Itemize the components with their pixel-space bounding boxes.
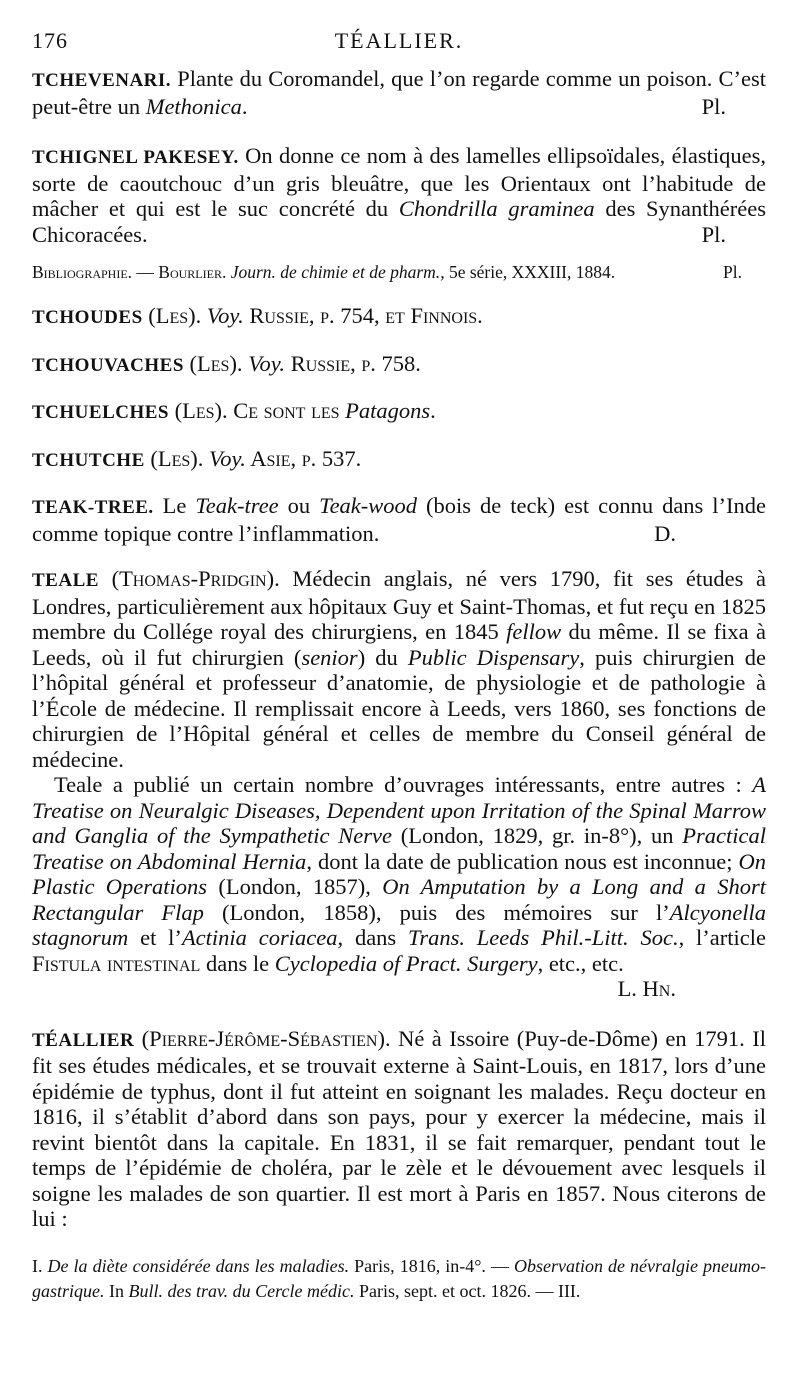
entry-italic: On Plastic Operations: [32, 848, 766, 899]
entry-italic: A Treatise on Neuralgic Diseases, Dependent upon Irritation of the Spinal Marrow and Ganglia of the Sympathetic Nerve: [32, 772, 766, 848]
entry-text: dans le: [200, 950, 275, 976]
entry-italic: Alcyonella stagnorum: [32, 899, 766, 950]
author-signature: D.: [654, 520, 676, 546]
voy-reference: Voy.: [206, 303, 244, 328]
headword: TCHOUDES: [32, 307, 143, 328]
headword: TCHOUVACHES: [32, 354, 184, 376]
entry-italic: fellow: [506, 619, 562, 644]
headword: TEALE: [32, 570, 99, 591]
entry-italic: senior: [301, 644, 358, 670]
entry-teale-works: [32, 772, 766, 976]
voy-reference: Voy.: [248, 350, 286, 376]
entry-text: Asie, p. 537.: [245, 445, 362, 471]
voy-reference: Voy.: [209, 445, 246, 471]
entry-text: Teale a publié un certain nombre d’ouvrages intéressants, entre autres :: [54, 772, 753, 797]
running-header: [32, 28, 766, 58]
footnote-text: In: [104, 1280, 129, 1301]
entry-teale: [32, 566, 766, 772]
entry-text: des Synanthérées Chicoracées.: [32, 196, 767, 247]
entry-text: et l’: [128, 925, 182, 950]
entry-teallier: [32, 1026, 766, 1232]
footnote-number: I.: [32, 1255, 48, 1276]
entry-tchignel-pakesey: [32, 143, 766, 247]
entry-names: (Pierre-Jérôme-Sébastien).: [134, 1025, 391, 1051]
entry-italic: Teak-wood: [319, 493, 418, 518]
headword: TCHIGNEL PAKESEY.: [32, 147, 239, 168]
headword: TCHEVENARI.: [32, 70, 172, 91]
entry-italic: Public Dispensary: [407, 644, 580, 670]
bibliography-source: Journ. de chimie et de pharm.: [230, 262, 441, 282]
entry-text: Russie, p. 758.: [285, 350, 421, 376]
entry-text: (Les). Ce sont les: [168, 398, 346, 423]
entry-text: du même. Il se fixa à Leeds, où il fut chirurgien (: [32, 619, 766, 670]
entry-italic: Patagons: [345, 398, 431, 423]
entry-italic: On Amputation by a Long and a Short Rectangular Flap: [32, 874, 766, 925]
headword: TCHUTCHE: [32, 449, 145, 471]
headword: TCHUELCHES: [32, 402, 169, 423]
footnote-title: Bull. des trav. du Cercle médic.: [128, 1280, 355, 1301]
entry-text: , etc., etc.: [537, 950, 624, 976]
entry-text: Médecin anglais, né vers 1790, fit ses études à Londres, particulièrement aux hôpitaux Guy et Saint-Thomas, et fut reçu en 1825 membre du Collége royal des chirurgiens, en 1845: [32, 566, 766, 644]
entry-text: Né à Issoire (Puy-de-Dôme) en 1791. Il fit ses études médicales, et se trouvait externe à Saint-Louis, en 1817, lors d’une épidémie de typhus, dont il fut atteint en soignant les malades. Reçu docteur en 1816, il s’établit d’abord dans son pays, pour y exercer la médecine, mais il revint bientôt dans la capitale. En 1831, il se fait remarquer, pendant tout le temps de l’épidémie de choléra, par le zèle et le dévouement avec lesquels il soigne les malades de son quartier. Il est mort à Paris en 1857. Nous citerons de lui :: [32, 1025, 766, 1231]
entry-italic: Cyclopedia of Pract. Surgery: [274, 950, 538, 976]
entry-text: Russie, p. 754, et Finnois.: [243, 303, 483, 328]
author-signature: Pl.: [701, 93, 726, 119]
entry-text: (bois de teck) est connu dans l’Inde comme topique contre l’inflammation.: [32, 493, 767, 546]
entry-text: (London, 1858), puis des mémoires sur l’: [203, 899, 670, 925]
footnote-title: De la diète considérée dans les maladies.: [47, 1255, 350, 1276]
entry-text: Plante du Coromandel, que l’on regarde comme un poison. C’est peut-être un: [32, 66, 767, 119]
bibliography-label: Bibliographie.: [32, 262, 133, 282]
bibliography-author: Bourlier.: [158, 262, 227, 282]
footnote-text: Paris, sept. et oct. 1826. — III.: [354, 1280, 581, 1301]
author-signature: L. Hn.: [617, 976, 676, 1001]
headword: TEAK-TREE.: [32, 497, 154, 518]
entry-text: (London, 1829, gr. in-8°), un: [391, 823, 683, 848]
bibliography-details: , 5e série, XXXIII, 1884.: [440, 262, 616, 282]
entry-text: , puis chirurgien de l’hôpital général et professeur d’anatomie, de physiologie et de pathologie à l’École de médecine. Il remplissait encore à Leeds, vers 1860, ses fonctions de chirurgien de l’Hôpital général et celles de membre du Conseil général de médecine.: [32, 644, 766, 772]
entry-text: Le: [153, 493, 196, 518]
entry-text: , dont la date de publication nous est inconnue;: [306, 848, 739, 874]
entry-names: (Thomas-Pridgin).: [98, 566, 280, 591]
author-signature: Pl.: [701, 221, 726, 247]
entry-text: (Les).: [142, 303, 207, 328]
entry-tchevenari: [32, 66, 766, 119]
entry-text: .: [430, 398, 436, 423]
entry-text: , l’article: [678, 925, 767, 950]
entry-italic: Trans. Leeds Phil.-Litt. Soc.: [408, 925, 679, 950]
entry-italic: Actinia coriacea: [181, 925, 338, 950]
entry-tchouvaches: [32, 351, 766, 379]
entry-italic: Practical Treatise on Abdominal Hernia: [32, 823, 766, 874]
entry-text: ) du: [357, 644, 408, 670]
entry-tchuelches: [32, 398, 766, 426]
entry-italic: Methonica: [145, 93, 242, 119]
footnote-title: Observation de névralgie pneumo-gastrique.: [32, 1255, 767, 1301]
entry-text: (Les).: [183, 350, 249, 376]
footnote-works: [32, 1254, 766, 1304]
entry-text: (London, 1857),: [207, 874, 383, 899]
entry-smallcaps: Fistula intestinal: [32, 950, 201, 976]
footnote-text: Paris, 1816, in-4°. —: [349, 1255, 514, 1276]
entry-teak-tree: [32, 493, 766, 546]
page-number: 176: [32, 28, 68, 53]
entry-tchutche: [32, 446, 766, 474]
author-signature: Pl.: [723, 262, 742, 282]
dash: —: [132, 262, 159, 282]
bibliography-line: [32, 261, 766, 283]
entry-text: , dans: [337, 925, 409, 950]
entry-text: .: [241, 93, 248, 119]
entry-text: (Les).: [144, 445, 210, 471]
entry-italic: Chondrilla graminea: [398, 196, 595, 221]
entry-text: On donne ce nom à des lamelles ellipsoïdales, élastiques, sorte de caoutchouc d’un gris bleuâtre, que les Orientaux ont l’habitude de mâcher et qui est le suc concrété du: [32, 143, 767, 221]
entry-text: ou: [278, 493, 320, 518]
headword: TÉALLIER: [32, 1029, 135, 1051]
entry-tchoudes: [32, 303, 766, 331]
entry-italic: Teak-tree: [195, 493, 279, 518]
running-title: TÉALLIER.: [334, 28, 464, 53]
